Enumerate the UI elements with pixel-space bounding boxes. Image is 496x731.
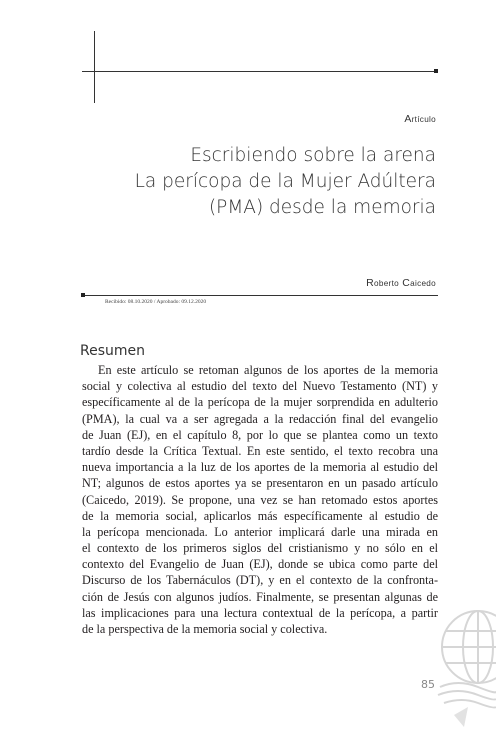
abstract-line: las implicaciones para una lectura contextual de la perícopa, a partir — [82, 605, 438, 620]
abstract-line: de Juan (EJ), en el capítulo 8, por lo que se plantea como un texto — [82, 427, 438, 442]
abstract-line: nueva importancia a la luz de los aportes de la memoria al estudio del — [82, 460, 438, 475]
abstract-line: tardío desde la Crítica Textual. En este sentido, el texto recobra una — [82, 443, 438, 458]
abstract-line: ción de Jesús con algunos judíos. Finalmente, se presentan algunas de — [82, 589, 438, 604]
abstract-line: la perícopa mencionada. Lo anterior implicará darle una mirada en — [82, 524, 438, 539]
top-rule-square — [434, 69, 438, 73]
abstract-line: Discurso de los Tabernáculos (DT), y en el contexto de la confronta- — [82, 573, 438, 588]
title-line-1: Escribiendo sobre la arena — [190, 145, 436, 166]
abstract-line: de la perspectiva de la memoria social y colectiva. — [82, 622, 328, 636]
abstract-line: (PMA), la cual va a ser agregada a la redacción final del evangelio — [82, 411, 438, 426]
abstract-line: social y colectiva al estudio del texto del Nuevo Testamento (NT) y — [82, 379, 438, 394]
abstract-line: (Caicedo, 2019). Se propone, una vez se han retomado estos aportes — [82, 492, 438, 507]
author-rule — [82, 295, 438, 296]
abstract-line: de la memoria social, aplicarlos más específicamente al estudio de — [82, 508, 438, 523]
abstract-line: NT; algunos de estos aportes ya se presentaron en un pasado artículo — [82, 476, 438, 491]
abstract-line: En este artículo se retoman algunos de los aportes de la memoria — [98, 363, 438, 377]
abstract-line: el contexto de los primeros siglos del cristianismo y no sólo en el — [82, 541, 438, 556]
crop-mark-vertical — [94, 31, 95, 103]
title-line-3: (PMA) desde la memoria — [208, 197, 436, 218]
received-approved-dates: Recibido: 08.10.2020 / Aprobado: 09.12.2020 — [105, 299, 207, 305]
abstract-body — [82, 362, 438, 637]
abstract-heading: Resumen — [80, 343, 146, 359]
top-rule — [82, 71, 437, 72]
title-line-2: La perícopa de la Mujer Adúltera — [134, 171, 436, 192]
page-number: 85 — [421, 678, 435, 691]
abstract-line: específicamente al de la perícopa de la mujer sorprendida en adulterio — [82, 395, 438, 410]
journal-logo-icon — [434, 603, 496, 731]
author-rule-square — [81, 293, 85, 297]
section-label: Artículo — [404, 113, 436, 125]
article-title — [135, 143, 436, 221]
author-name: Roberto Caicedo — [366, 277, 436, 289]
abstract-line: contexto del Evangelio de Juan (EJ), donde se ubica como parte del — [82, 557, 438, 572]
